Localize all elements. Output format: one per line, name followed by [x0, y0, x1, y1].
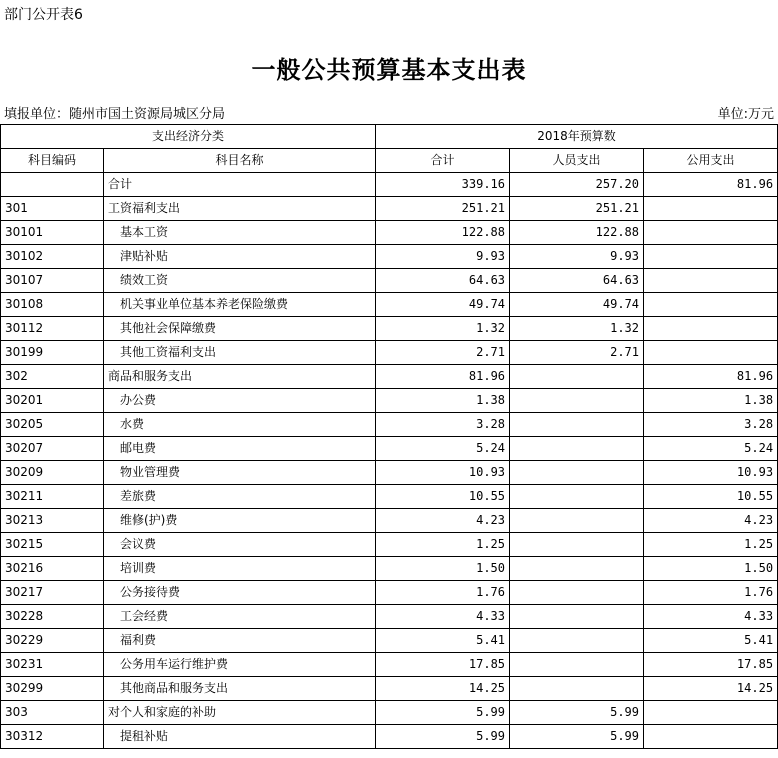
row-total: 3.28	[376, 413, 510, 437]
row-total: 5.99	[376, 725, 510, 749]
row-code: 30231	[1, 653, 104, 677]
row-code: 30215	[1, 533, 104, 557]
row-name: 绩效工资	[104, 269, 376, 293]
row-name: 其他工资福利支出	[104, 341, 376, 365]
row-code: 30199	[1, 341, 104, 365]
row-public: 10.93	[644, 461, 778, 485]
table-row	[1, 413, 778, 437]
row-public: 81.96	[644, 173, 778, 197]
row-name: 福利费	[104, 629, 376, 653]
row-public: 1.25	[644, 533, 778, 557]
row-total: 251.21	[376, 197, 510, 221]
row-total: 122.88	[376, 221, 510, 245]
row-public	[644, 245, 778, 269]
row-personnel	[510, 365, 644, 389]
row-name: 商品和服务支出	[104, 365, 376, 389]
header-total: 合计	[376, 149, 510, 173]
row-total: 4.23	[376, 509, 510, 533]
filler-unit: 填报单位：随州市国土资源局城区分局	[4, 107, 226, 122]
table-row	[1, 461, 778, 485]
row-personnel: 9.93	[510, 245, 644, 269]
table-row	[1, 581, 778, 605]
row-code: 302	[1, 365, 104, 389]
budget-table	[0, 124, 778, 749]
row-name: 津贴补贴	[104, 245, 376, 269]
row-code: 30299	[1, 677, 104, 701]
row-name: 工资福利支出	[104, 197, 376, 221]
row-code: 30102	[1, 245, 104, 269]
row-name: 其他商品和服务支出	[104, 677, 376, 701]
row-code: 30211	[1, 485, 104, 509]
row-personnel	[510, 677, 644, 701]
row-total: 17.85	[376, 653, 510, 677]
table-row	[1, 725, 778, 749]
row-personnel: 5.99	[510, 701, 644, 725]
row-public	[644, 221, 778, 245]
table-row	[1, 653, 778, 677]
row-total: 339.16	[376, 173, 510, 197]
table-row	[1, 365, 778, 389]
row-total: 4.33	[376, 605, 510, 629]
row-total: 10.55	[376, 485, 510, 509]
row-total: 2.71	[376, 341, 510, 365]
row-public: 4.33	[644, 605, 778, 629]
row-code: 30312	[1, 725, 104, 749]
row-name: 物业管理费	[104, 461, 376, 485]
table-row	[1, 437, 778, 461]
row-total: 1.50	[376, 557, 510, 581]
table-row	[1, 245, 778, 269]
row-code: 30228	[1, 605, 104, 629]
row-public	[644, 341, 778, 365]
row-personnel	[510, 581, 644, 605]
row-personnel	[510, 485, 644, 509]
row-name: 维修(护)费	[104, 509, 376, 533]
table-row	[1, 197, 778, 221]
row-public	[644, 317, 778, 341]
row-public	[644, 293, 778, 317]
row-public: 5.41	[644, 629, 778, 653]
row-name: 公务用车运行维护费	[104, 653, 376, 677]
row-total: 1.32	[376, 317, 510, 341]
row-name: 对个人和家庭的补助	[104, 701, 376, 725]
row-name: 水费	[104, 413, 376, 437]
table-row	[1, 629, 778, 653]
table-row	[1, 509, 778, 533]
row-personnel	[510, 509, 644, 533]
row-name: 培训费	[104, 557, 376, 581]
header-personnel: 人员支出	[510, 149, 644, 173]
row-code: 30108	[1, 293, 104, 317]
table-row	[1, 389, 778, 413]
row-personnel: 1.32	[510, 317, 644, 341]
row-name: 公务接待费	[104, 581, 376, 605]
row-total: 5.24	[376, 437, 510, 461]
row-total: 14.25	[376, 677, 510, 701]
row-public: 81.96	[644, 365, 778, 389]
row-name: 差旅费	[104, 485, 376, 509]
header-group-budget: 2018年预算数	[376, 125, 778, 149]
row-public: 10.55	[644, 485, 778, 509]
table-row	[1, 221, 778, 245]
row-name: 提租补贴	[104, 725, 376, 749]
row-total: 81.96	[376, 365, 510, 389]
row-name: 其他社会保障缴费	[104, 317, 376, 341]
row-name: 合计	[104, 173, 376, 197]
row-name: 工会经费	[104, 605, 376, 629]
row-personnel	[510, 605, 644, 629]
row-total: 5.99	[376, 701, 510, 725]
row-personnel	[510, 437, 644, 461]
header-group-classification: 支出经济分类	[1, 125, 376, 149]
row-public	[644, 701, 778, 725]
row-name: 会议费	[104, 533, 376, 557]
row-personnel: 5.99	[510, 725, 644, 749]
row-personnel	[510, 557, 644, 581]
row-personnel	[510, 653, 644, 677]
row-public: 17.85	[644, 653, 778, 677]
row-personnel: 257.20	[510, 173, 644, 197]
table-row	[1, 485, 778, 509]
row-code: 303	[1, 701, 104, 725]
table-row	[1, 317, 778, 341]
table-number-label: 部门公开表6	[4, 7, 83, 23]
row-total: 49.74	[376, 293, 510, 317]
row-code: 301	[1, 197, 104, 221]
row-code: 30229	[1, 629, 104, 653]
row-name: 基本工资	[104, 221, 376, 245]
row-public: 14.25	[644, 677, 778, 701]
row-code: 30101	[1, 221, 104, 245]
table-row	[1, 533, 778, 557]
row-name: 机关事业单位基本养老保险缴费	[104, 293, 376, 317]
table-row	[1, 605, 778, 629]
table-row	[1, 557, 778, 581]
page-title: 一般公共预算基本支出表	[251, 55, 527, 84]
row-name: 邮电费	[104, 437, 376, 461]
row-code: 30201	[1, 389, 104, 413]
table-body	[1, 173, 778, 749]
row-code: 30205	[1, 413, 104, 437]
row-public: 1.76	[644, 581, 778, 605]
row-public	[644, 197, 778, 221]
row-code: 30207	[1, 437, 104, 461]
row-personnel	[510, 413, 644, 437]
row-personnel: 49.74	[510, 293, 644, 317]
table-row	[1, 269, 778, 293]
header-public: 公用支出	[644, 149, 778, 173]
row-personnel: 251.21	[510, 197, 644, 221]
row-personnel	[510, 629, 644, 653]
header-code: 科目编码	[1, 149, 104, 173]
row-total: 1.76	[376, 581, 510, 605]
table-row	[1, 677, 778, 701]
row-personnel	[510, 533, 644, 557]
row-code: 30213	[1, 509, 104, 533]
row-code: 30217	[1, 581, 104, 605]
row-personnel	[510, 461, 644, 485]
row-public	[644, 269, 778, 293]
row-code	[1, 173, 104, 197]
row-total: 5.41	[376, 629, 510, 653]
row-total: 10.93	[376, 461, 510, 485]
row-code: 30107	[1, 269, 104, 293]
table-row	[1, 701, 778, 725]
row-personnel	[510, 389, 644, 413]
row-public: 1.50	[644, 557, 778, 581]
row-personnel: 2.71	[510, 341, 644, 365]
money-unit: 单位:万元	[717, 107, 774, 122]
row-public: 1.38	[644, 389, 778, 413]
row-public	[644, 725, 778, 749]
row-code: 30209	[1, 461, 104, 485]
row-personnel: 122.88	[510, 221, 644, 245]
row-code: 30112	[1, 317, 104, 341]
row-name: 办公费	[104, 389, 376, 413]
row-personnel: 64.63	[510, 269, 644, 293]
table-row	[1, 173, 778, 197]
row-code: 30216	[1, 557, 104, 581]
row-public: 5.24	[644, 437, 778, 461]
row-total: 1.38	[376, 389, 510, 413]
table-row	[1, 341, 778, 365]
row-total: 1.25	[376, 533, 510, 557]
row-public: 4.23	[644, 509, 778, 533]
row-total: 64.63	[376, 269, 510, 293]
table-row	[1, 293, 778, 317]
header-name: 科目名称	[104, 149, 376, 173]
row-total: 9.93	[376, 245, 510, 269]
row-public: 3.28	[644, 413, 778, 437]
